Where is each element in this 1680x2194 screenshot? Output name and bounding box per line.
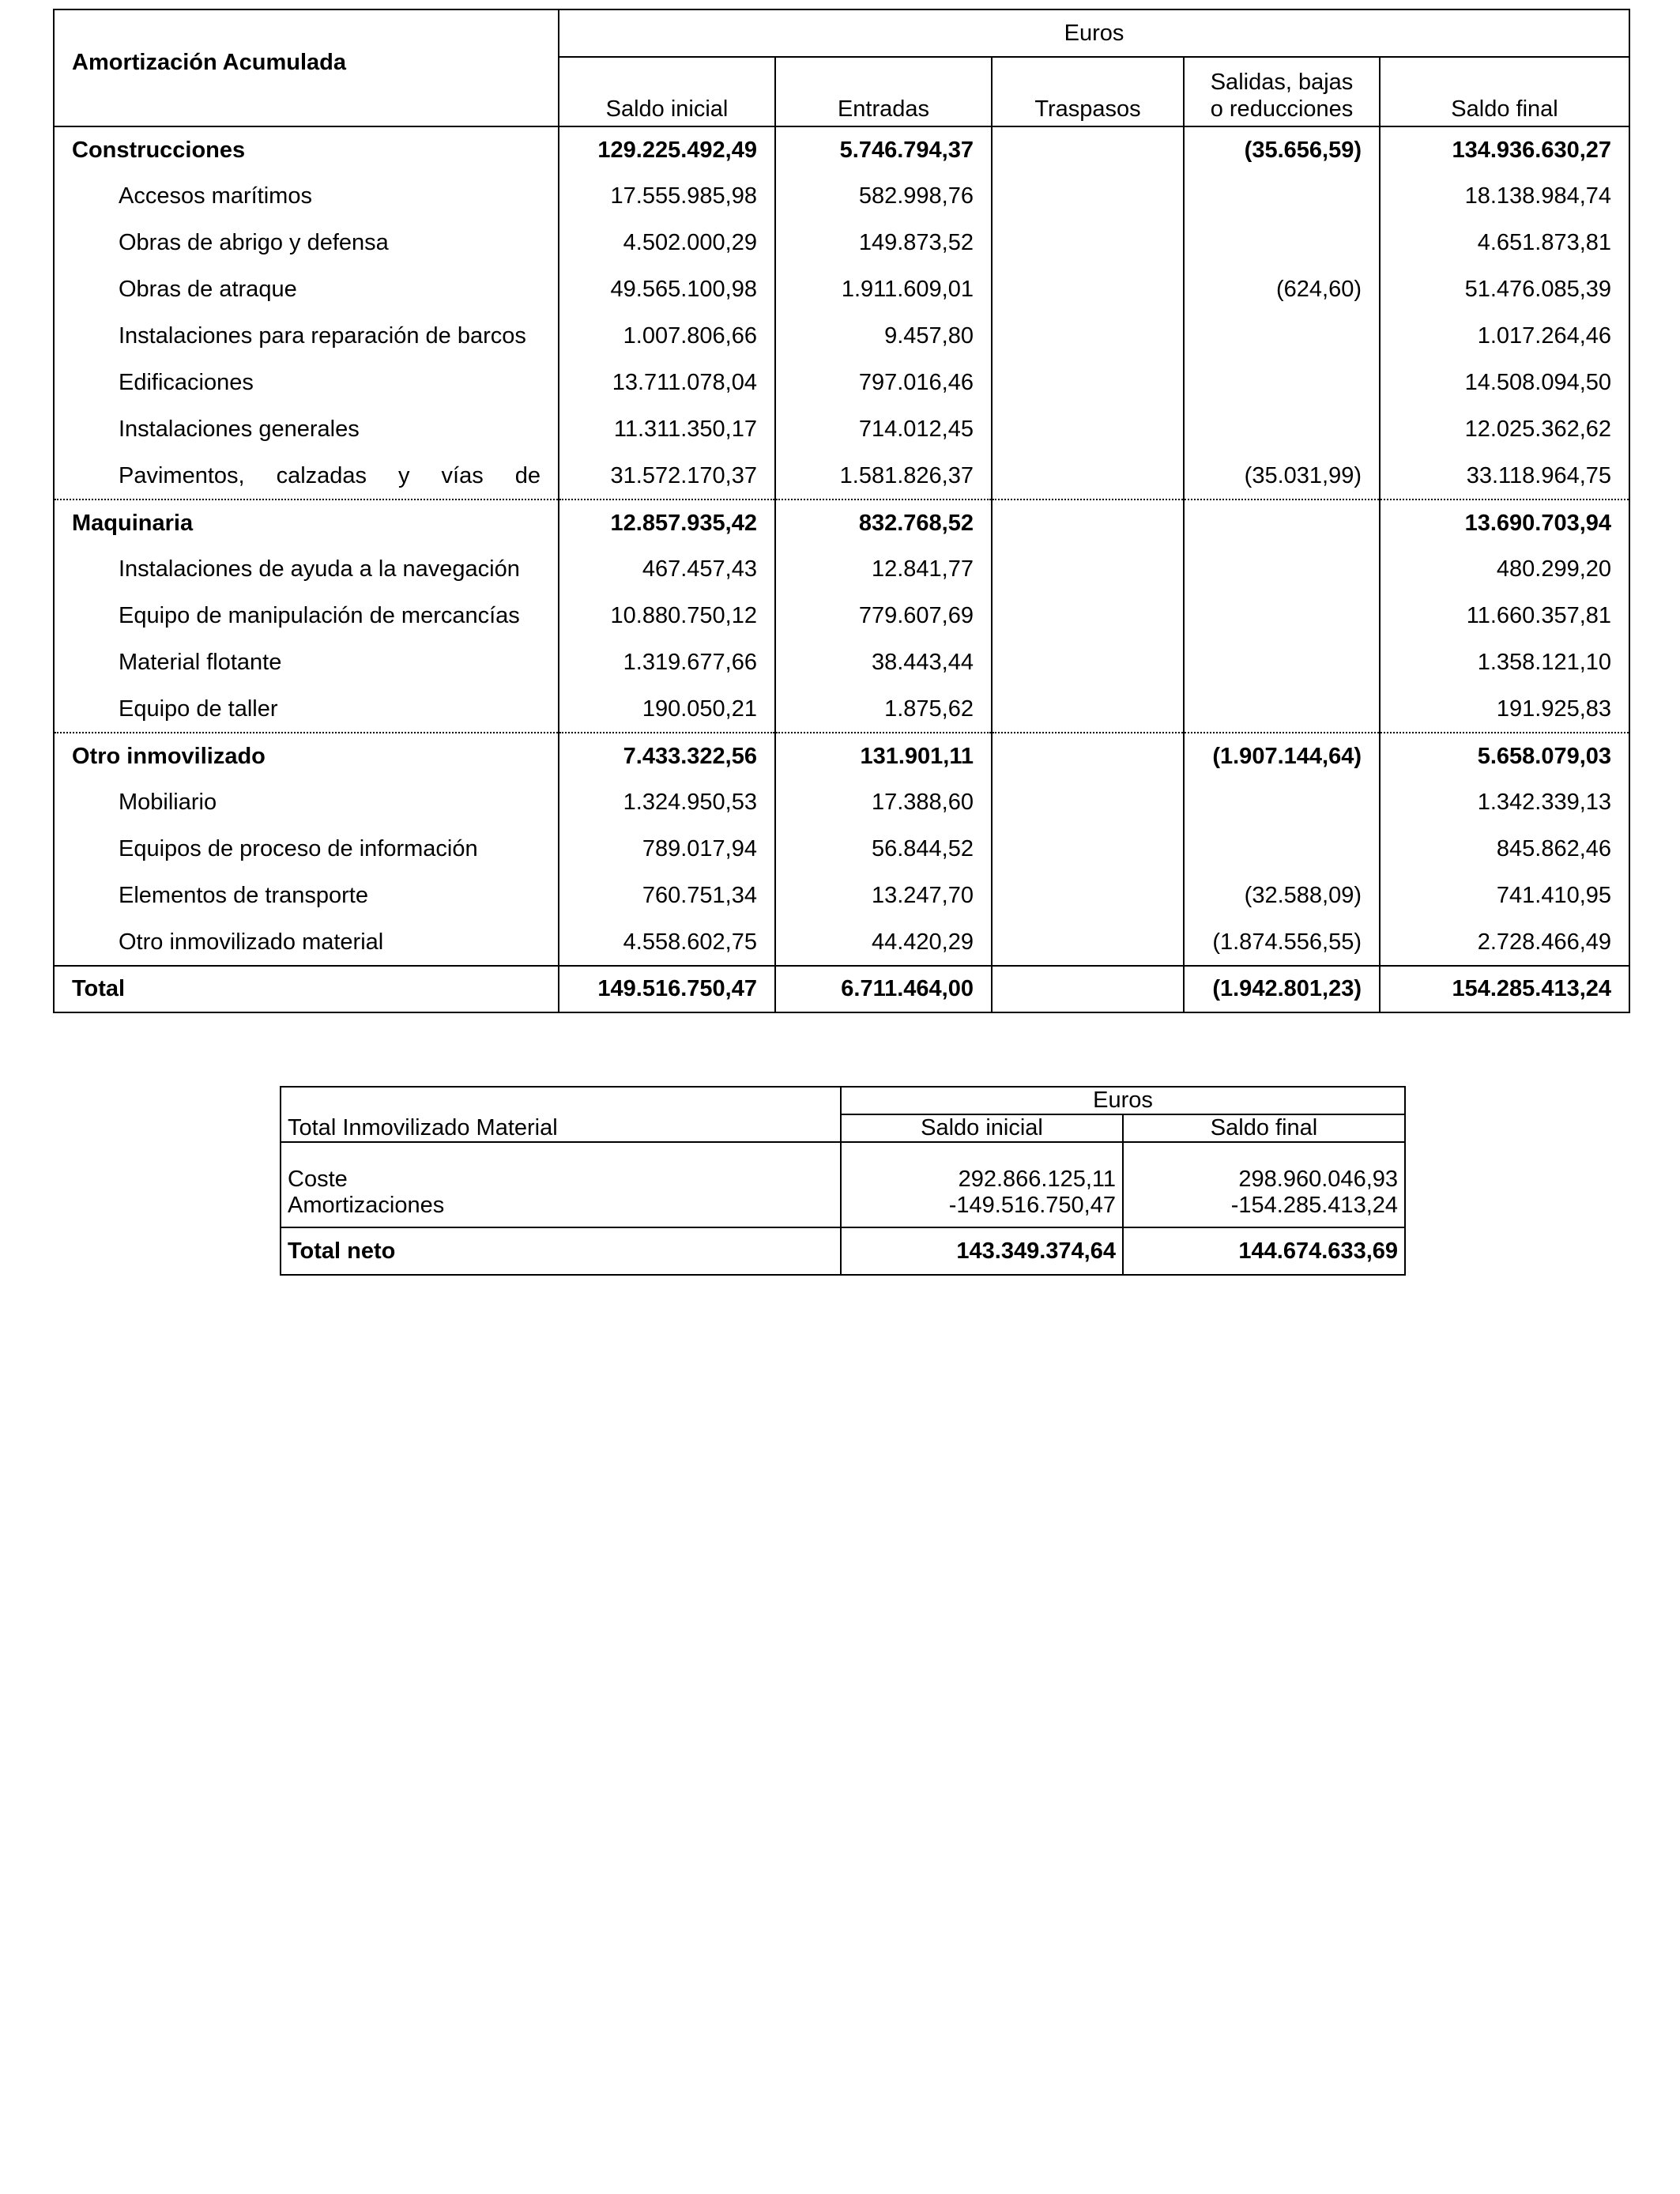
cell (992, 499, 1184, 546)
cell: 714.012,45 (775, 406, 992, 453)
cell: 56.844,52 (775, 826, 992, 873)
row-label: Edificaciones (54, 360, 559, 406)
cell: 582.998,76 (775, 173, 992, 220)
cell: 467.457,43 (559, 546, 775, 593)
row-label: Instalaciones generales (54, 406, 559, 453)
table-row (54, 826, 1629, 873)
column-header: Saldo inicial (841, 1114, 1123, 1142)
row-label: Mobiliario (54, 779, 559, 826)
cell (992, 733, 1184, 779)
cell: 134.936.630,27 (1380, 126, 1629, 173)
cell (1184, 593, 1380, 639)
cell: 154.285.413,24 (1380, 966, 1629, 1012)
cell (1184, 360, 1380, 406)
cell (992, 313, 1184, 360)
cell (1184, 220, 1380, 266)
cell: 2.728.466,49 (1380, 919, 1629, 966)
cell: (1.874.556,55) (1184, 919, 1380, 966)
cell (992, 220, 1184, 266)
cell: 44.420,29 (775, 919, 992, 966)
table-row-group (54, 733, 1629, 779)
row-label: Instalaciones de ayuda a la navegación (54, 546, 559, 593)
summary-corner-label: Total Inmovilizado Material (281, 1087, 841, 1142)
cell: 1.342.339,13 (1380, 779, 1629, 826)
cell: 31.572.170,37 (559, 453, 775, 499)
cell (992, 593, 1184, 639)
cell: 11.660.357,81 (1380, 593, 1629, 639)
row-label: Instalaciones para reparación de barcos (54, 313, 559, 360)
cell (1184, 173, 1380, 220)
cell: (35.656,59) (1184, 126, 1380, 173)
column-header: Saldo inicial (559, 57, 775, 126)
row-label: Construcciones (54, 126, 559, 173)
cell (992, 453, 1184, 499)
total-row (281, 1227, 1405, 1275)
cell (1184, 499, 1380, 546)
cell: 1.911.609,01 (775, 266, 992, 313)
cell: (1.942.801,23) (1184, 966, 1380, 1012)
cell (992, 360, 1184, 406)
cell (992, 826, 1184, 873)
cell: 832.768,52 (775, 499, 992, 546)
cell: 49.565.100,98 (559, 266, 775, 313)
cell: 12.841,77 (775, 546, 992, 593)
row-label: Otro inmovilizado material (54, 919, 559, 966)
cell: 131.901,11 (775, 733, 992, 779)
cell: 190.050,21 (559, 686, 775, 733)
table-row (54, 313, 1629, 360)
table-row (54, 593, 1629, 639)
cell: 1.324.950,53 (559, 779, 775, 826)
row-label: Amortizaciones (281, 1193, 841, 1227)
column-header: Salidas, bajas o reducciones (1184, 57, 1380, 126)
cell: 13.247,70 (775, 873, 992, 919)
group-header-euros: Euros (841, 1087, 1405, 1114)
cell (992, 966, 1184, 1012)
cell: 292.866.125,11 (841, 1159, 1123, 1193)
cell: 741.410,95 (1380, 873, 1629, 919)
table-row (281, 1193, 1405, 1227)
cell: 38.443,44 (775, 639, 992, 686)
cell: 797.016,46 (775, 360, 992, 406)
row-label: Equipo de manipulación de mercancías (54, 593, 559, 639)
row-label: Equipos de proceso de información (54, 826, 559, 873)
cell: -149.516.750,47 (841, 1193, 1123, 1227)
cell: 12.857.935,42 (559, 499, 775, 546)
cell (992, 639, 1184, 686)
table-row (54, 919, 1629, 966)
cell (992, 126, 1184, 173)
cell: 4.651.873,81 (1380, 220, 1629, 266)
cell (992, 266, 1184, 313)
table-corner-label: Amortización Acumulada (54, 9, 559, 126)
cell (992, 873, 1184, 919)
cell: 1.319.677,66 (559, 639, 775, 686)
table-row (54, 639, 1629, 686)
column-header: Saldo final (1123, 1114, 1405, 1142)
table-row (54, 173, 1629, 220)
cell (1184, 779, 1380, 826)
row-label: Coste (281, 1159, 841, 1193)
column-header: Saldo final (1380, 57, 1629, 126)
cell: (1.907.144,64) (1184, 733, 1380, 779)
table-row (54, 220, 1629, 266)
cell: 480.299,20 (1380, 546, 1629, 593)
table-row (281, 1159, 1405, 1193)
cell: 149.873,52 (775, 220, 992, 266)
cell (992, 919, 1184, 966)
row-label: Total (54, 966, 559, 1012)
table-row (54, 686, 1629, 733)
row-label: Pavimentos, calzadas y vías de (54, 453, 559, 499)
cell: 298.960.046,93 (1123, 1159, 1405, 1193)
row-label: Obras de abrigo y defensa (54, 220, 559, 266)
cell: 789.017,94 (559, 826, 775, 873)
table-row (54, 453, 1629, 499)
row-label: Maquinaria (54, 499, 559, 546)
table-row (54, 779, 1629, 826)
amortization-table (53, 9, 1630, 1013)
cell: -154.285.413,24 (1123, 1193, 1405, 1227)
cell: 4.502.000,29 (559, 220, 775, 266)
cell (992, 686, 1184, 733)
cell: 11.311.350,17 (559, 406, 775, 453)
table-row (54, 266, 1629, 313)
row-label: Elementos de transporte (54, 873, 559, 919)
cell: 779.607,69 (775, 593, 992, 639)
cell (992, 406, 1184, 453)
row-label: Total neto (281, 1227, 841, 1275)
cell: 18.138.984,74 (1380, 173, 1629, 220)
cell: 13.711.078,04 (559, 360, 775, 406)
table-row (54, 406, 1629, 453)
cell: 5.746.794,37 (775, 126, 992, 173)
cell: (624,60) (1184, 266, 1380, 313)
cell (1184, 546, 1380, 593)
cell: 6.711.464,00 (775, 966, 992, 1012)
cell: 1.017.264,46 (1380, 313, 1629, 360)
table-row-group (54, 126, 1629, 173)
cell (992, 779, 1184, 826)
cell: 129.225.492,49 (559, 126, 775, 173)
cell (992, 546, 1184, 593)
cell (1184, 313, 1380, 360)
cell (992, 173, 1184, 220)
cell: 17.388,60 (775, 779, 992, 826)
cell: (32.588,09) (1184, 873, 1380, 919)
cell: 1.007.806,66 (559, 313, 775, 360)
row-label: Accesos marítimos (54, 173, 559, 220)
cell (1184, 406, 1380, 453)
cell: 191.925,83 (1380, 686, 1629, 733)
cell: 17.555.985,98 (559, 173, 775, 220)
cell: 845.862,46 (1380, 826, 1629, 873)
column-header: Traspasos (992, 57, 1184, 126)
row-label: Material flotante (54, 639, 559, 686)
cell: 1.581.826,37 (775, 453, 992, 499)
cell: 12.025.362,62 (1380, 406, 1629, 453)
cell (1184, 639, 1380, 686)
cell (1184, 686, 1380, 733)
cell: 9.457,80 (775, 313, 992, 360)
cell: 33.118.964,75 (1380, 453, 1629, 499)
row-label: Otro inmovilizado (54, 733, 559, 779)
table-row (54, 546, 1629, 593)
row-label: Equipo de taller (54, 686, 559, 733)
cell: 51.476.085,39 (1380, 266, 1629, 313)
cell (1184, 826, 1380, 873)
cell: 760.751,34 (559, 873, 775, 919)
cell: 1.875,62 (775, 686, 992, 733)
cell: (35.031,99) (1184, 453, 1380, 499)
spacer-row (281, 1142, 1405, 1159)
table-row (54, 873, 1629, 919)
row-label: Obras de atraque (54, 266, 559, 313)
cell: 14.508.094,50 (1380, 360, 1629, 406)
total-row (54, 966, 1629, 1012)
cell: 13.690.703,94 (1380, 499, 1629, 546)
group-header-euros: Euros (559, 9, 1629, 57)
table-row-group (54, 499, 1629, 546)
summary-table (280, 1086, 1406, 1276)
cell: 149.516.750,47 (559, 966, 775, 1012)
cell: 4.558.602,75 (559, 919, 775, 966)
cell: 143.349.374,64 (841, 1227, 1123, 1275)
cell: 1.358.121,10 (1380, 639, 1629, 686)
cell: 10.880.750,12 (559, 593, 775, 639)
cell: 5.658.079,03 (1380, 733, 1629, 779)
column-header: Entradas (775, 57, 992, 126)
table-row (54, 360, 1629, 406)
cell: 7.433.322,56 (559, 733, 775, 779)
cell: 144.674.633,69 (1123, 1227, 1405, 1275)
